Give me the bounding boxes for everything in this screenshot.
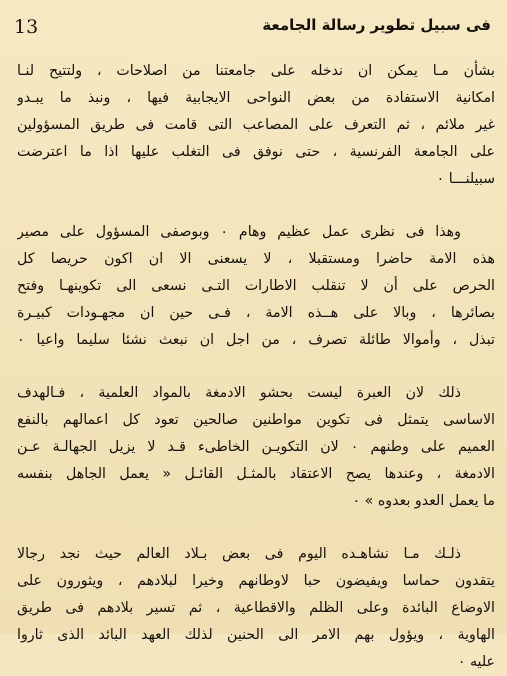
text-line: عليه ٠ [457,654,495,670]
text-line: بشأن مـا يمكن ان ندخله على جامعتنا من اصلاحات ، ولتتيح لنـا [17,63,495,79]
text-line: تبذل ، وأموالا طائلة تصرف ، من اجل ان نبعث نشئا سليما واعيا ٠ [17,332,495,348]
text-line: وهذا فى نظرى عمل عظيم وهام ٠ وبوصفى المسؤول على مصير [17,224,461,240]
page-header [14,14,491,42]
text-line: الاوضاع البائدة وعلى الظلم والاقطاعية ، ثم تسير بلادهم فى طريق [17,600,495,616]
text-line: الهاوية ، ويؤول بهم الامر الى الحنين لذلك العهد البائد الذى ثاروا [17,627,495,643]
text-line: العميم على وطنهم ٠ لان التكويـن الخاطىء قـد لا يزيل الجهالـة عـن [17,439,495,455]
running-title: فى سبيل تطوير رسالة الجامعة [262,16,491,34]
paragraph-1 [17,58,495,193]
paragraph-2 [17,219,495,354]
text-line: على الجامعة الفرنسية ، حتى نوفق فى التغلب عليها اذا ما اعترضت [17,144,495,160]
text-line: سبيلنـــا ٠ [436,171,495,187]
text-line: يتقدون حماسا ويفيضون حبا لاوطانهم وخيرا لبلادهم ، ويثورون على [17,573,495,589]
text-line: بصائرها ، وبالا على هــذه الامة ، فـى حين ان مجهـودات كبيـرة [17,305,495,321]
text-line: ذلك لان العبرة ليست بحشو الادمغة بالمواد العلمية ، فـالهدف [17,385,461,401]
text-line: الادمغة ، وعندها يصح الاعتقاد بالمثـل القائـل « يعمل الجاهل بنفسه [17,466,495,482]
text-line: هذه الامة حاضرا ومستقبلا ، لا يسعنى الا ان اكون حريصا كل [17,251,495,267]
page-number: 13 [14,16,39,38]
text-line: غير ملائم ، ثم التعرف على المصاعب التى قامت فى طريق المسؤولين [17,117,495,133]
text-line: امكانية الاستفادة من بعض النواحى الايجابية فيها ، ونبذ ما يبـدو [17,90,495,106]
text-line: ذلـك مـا نشاهـده اليوم فى بعض بـلاد العالم حيث نجد رجالا [17,546,461,562]
text-line: الحرص على أن لا تنقلب الاطارات التـى نسعى الى تكوينهـا وفتح [17,278,495,294]
paragraph-3 [17,380,495,515]
body-text [17,58,495,676]
paragraph-4 [17,541,495,676]
text-line: ما يعمل العدو بعدوه » ٠ [352,493,495,509]
text-line: الاساسى يتمثل فى تكوين مواطنين صالحين تعود كل اعمالهم بالنفع [17,412,495,428]
